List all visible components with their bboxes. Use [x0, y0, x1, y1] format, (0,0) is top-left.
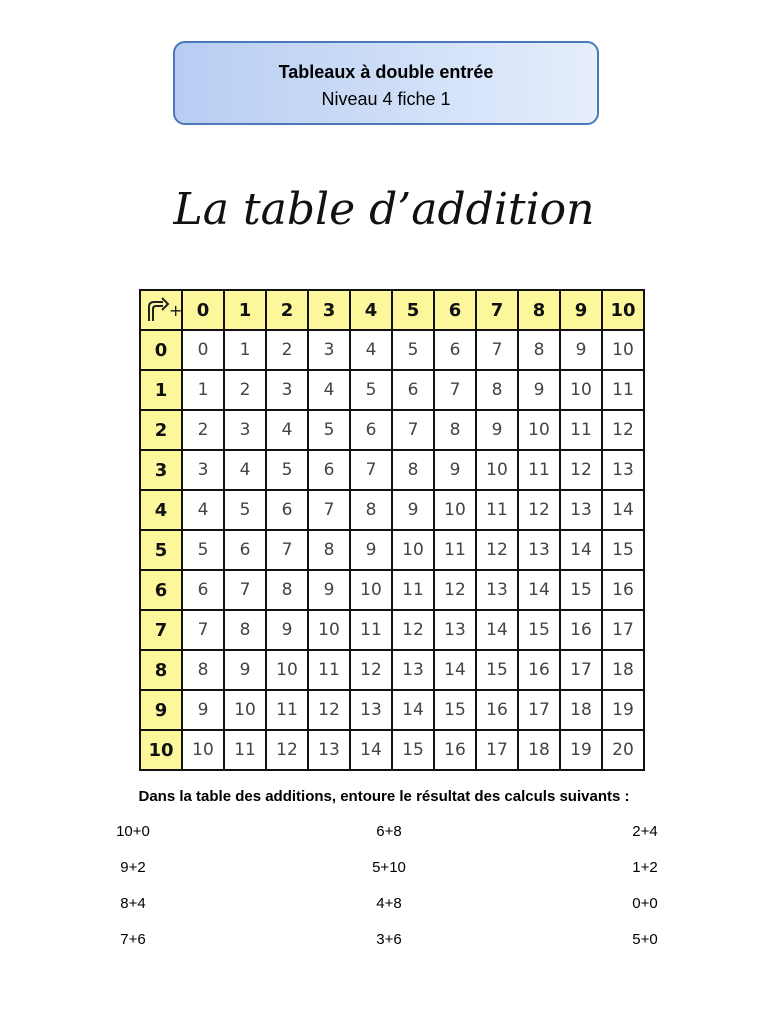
sum-cell[interactable]: 8 [350, 490, 392, 530]
row-header: 1 [140, 370, 182, 410]
sum-cell[interactable]: 11 [518, 450, 560, 490]
sum-cell[interactable]: 2 [266, 330, 308, 370]
sum-cell[interactable]: 6 [308, 450, 350, 490]
calculation-item: 8+4 [120, 895, 146, 912]
sum-cell[interactable]: 12 [518, 490, 560, 530]
sum-cell[interactable]: 5 [182, 530, 224, 570]
sum-cell[interactable]: 5 [350, 370, 392, 410]
column-header: 1 [224, 290, 266, 330]
sum-cell[interactable]: 15 [476, 650, 518, 690]
sum-cell[interactable]: 12 [350, 650, 392, 690]
sum-cell[interactable]: 7 [392, 410, 434, 450]
column-header: 3 [308, 290, 350, 330]
sum-cell[interactable]: 9 [266, 610, 308, 650]
sum-cell[interactable]: 6 [392, 370, 434, 410]
row-header: 9 [140, 690, 182, 730]
sum-cell[interactable]: 8 [476, 370, 518, 410]
sum-cell[interactable]: 16 [560, 610, 602, 650]
sum-cell[interactable]: 2 [182, 410, 224, 450]
sum-cell[interactable]: 15 [392, 730, 434, 770]
instruction-text: Dans la table des additions, entoure le résultat des calculs suivants : [138, 788, 630, 805]
sum-cell[interactable]: 8 [434, 410, 476, 450]
page-title: La table d’addition [173, 184, 595, 235]
sum-cell[interactable]: 17 [518, 690, 560, 730]
row-header: 4 [140, 490, 182, 530]
sum-cell[interactable]: 0 [182, 330, 224, 370]
sum-cell[interactable]: 11 [266, 690, 308, 730]
table-row [140, 490, 644, 530]
sum-cell[interactable]: 19 [602, 690, 644, 730]
sum-cell[interactable]: 18 [560, 690, 602, 730]
table-row [140, 530, 644, 570]
calculation-item: 1+2 [632, 859, 658, 876]
calculation-item: 4+8 [376, 895, 402, 912]
calculation-item: 2+4 [632, 823, 658, 840]
sum-cell[interactable]: 4 [350, 330, 392, 370]
sum-cell[interactable]: 7 [266, 530, 308, 570]
sum-cell[interactable]: 17 [560, 650, 602, 690]
sum-cell[interactable]: 4 [182, 490, 224, 530]
sum-cell[interactable]: 13 [392, 650, 434, 690]
sum-cell[interactable]: 8 [224, 610, 266, 650]
header-box [173, 41, 599, 125]
sum-cell[interactable]: 11 [560, 410, 602, 450]
sum-cell[interactable]: 16 [518, 650, 560, 690]
sum-cell[interactable]: 3 [224, 410, 266, 450]
sum-cell[interactable]: 11 [434, 530, 476, 570]
sum-cell[interactable]: 7 [182, 610, 224, 650]
sum-cell[interactable]: 12 [476, 530, 518, 570]
column-header: 7 [476, 290, 518, 330]
sum-cell[interactable]: 10 [602, 330, 644, 370]
sum-cell[interactable]: 10 [182, 730, 224, 770]
sum-cell[interactable]: 11 [392, 570, 434, 610]
table-row [140, 370, 644, 410]
sum-cell[interactable]: 9 [224, 650, 266, 690]
sum-cell[interactable]: 10 [266, 650, 308, 690]
calculation-item: 6+8 [376, 823, 402, 840]
calculation-item: 3+6 [376, 931, 402, 948]
sum-cell[interactable]: 12 [560, 450, 602, 490]
sum-cell[interactable]: 6 [224, 530, 266, 570]
calculation-item: 10+0 [116, 823, 150, 840]
sum-cell[interactable]: 19 [560, 730, 602, 770]
sum-cell[interactable]: 9 [518, 370, 560, 410]
sum-cell[interactable]: 4 [308, 370, 350, 410]
table-row [140, 410, 644, 450]
sum-cell[interactable]: 9 [392, 490, 434, 530]
sum-cell[interactable]: 13 [350, 690, 392, 730]
row-header: 7 [140, 610, 182, 650]
row-header: 6 [140, 570, 182, 610]
sum-cell[interactable]: 10 [350, 570, 392, 610]
sum-cell[interactable]: 11 [308, 650, 350, 690]
sum-cell[interactable]: 6 [434, 330, 476, 370]
column-header: 0 [182, 290, 224, 330]
worksheet-subtitle: Niveau 4 fiche 1 [321, 89, 451, 109]
sum-cell[interactable]: 8 [182, 650, 224, 690]
sum-cell[interactable]: 16 [476, 690, 518, 730]
sum-cell[interactable]: 10 [560, 370, 602, 410]
sum-cell[interactable]: 13 [602, 450, 644, 490]
sum-cell[interactable]: 14 [602, 490, 644, 530]
sum-cell[interactable]: 11 [476, 490, 518, 530]
sum-cell[interactable]: 13 [476, 570, 518, 610]
sum-cell[interactable]: 4 [224, 450, 266, 490]
row-header: 3 [140, 450, 182, 490]
sum-cell[interactable]: 9 [350, 530, 392, 570]
column-header: 5 [392, 290, 434, 330]
sum-cell[interactable]: 10 [476, 450, 518, 490]
sum-cell[interactable]: 5 [392, 330, 434, 370]
sum-cell[interactable]: 3 [266, 370, 308, 410]
sum-cell[interactable]: 10 [308, 610, 350, 650]
table-header-row [140, 290, 644, 330]
sum-cell[interactable]: 10 [518, 410, 560, 450]
sum-cell[interactable]: 10 [392, 530, 434, 570]
calculation-item: 5+0 [632, 931, 658, 948]
worksheet-title: Tableaux à double entrée [278, 62, 494, 82]
calculation-item: 7+6 [120, 931, 146, 948]
sum-cell[interactable]: 12 [308, 690, 350, 730]
row-header: 10 [140, 730, 182, 770]
sum-cell[interactable]: 1 [182, 370, 224, 410]
sum-cell[interactable]: 10 [224, 690, 266, 730]
sum-cell[interactable]: 6 [182, 570, 224, 610]
sum-cell[interactable]: 7 [434, 370, 476, 410]
sum-cell[interactable]: 9 [308, 570, 350, 610]
table-row [140, 690, 644, 730]
table-row [140, 730, 644, 770]
corner-plus-label: + [169, 301, 183, 320]
sum-cell[interactable]: 7 [476, 330, 518, 370]
sum-cell[interactable]: 9 [560, 330, 602, 370]
sum-cell[interactable]: 15 [434, 690, 476, 730]
sum-cell[interactable]: 10 [434, 490, 476, 530]
column-header: 9 [560, 290, 602, 330]
table-row [140, 450, 644, 490]
sum-cell[interactable]: 15 [602, 530, 644, 570]
sum-cell[interactable]: 12 [434, 570, 476, 610]
sum-cell[interactable]: 8 [308, 530, 350, 570]
table-row [140, 330, 644, 370]
sum-cell[interactable]: 1 [224, 330, 266, 370]
sum-cell[interactable]: 5 [224, 490, 266, 530]
row-header: 0 [140, 330, 182, 370]
sum-cell[interactable]: 17 [602, 610, 644, 650]
calculation-item: 0+0 [632, 895, 658, 912]
sum-cell[interactable]: 13 [560, 490, 602, 530]
sum-cell[interactable]: 17 [476, 730, 518, 770]
sum-cell[interactable]: 11 [602, 370, 644, 410]
sum-cell[interactable]: 13 [518, 530, 560, 570]
sum-cell[interactable]: 4 [266, 410, 308, 450]
sum-cell[interactable]: 11 [350, 610, 392, 650]
sum-cell[interactable]: 14 [392, 690, 434, 730]
sum-cell[interactable]: 16 [434, 730, 476, 770]
column-header: 10 [602, 290, 644, 330]
sum-cell[interactable]: 14 [560, 530, 602, 570]
sum-cell[interactable]: 5 [266, 450, 308, 490]
sum-cell[interactable]: 2 [224, 370, 266, 410]
sum-cell[interactable]: 8 [266, 570, 308, 610]
sum-cell[interactable]: 13 [434, 610, 476, 650]
column-header: 6 [434, 290, 476, 330]
sum-cell[interactable]: 18 [518, 730, 560, 770]
sum-cell[interactable]: 8 [518, 330, 560, 370]
sum-cell[interactable]: 9 [476, 410, 518, 450]
sum-cell[interactable]: 6 [266, 490, 308, 530]
sum-cell[interactable]: 9 [434, 450, 476, 490]
row-header: 2 [140, 410, 182, 450]
sum-cell[interactable]: 14 [350, 730, 392, 770]
sum-cell[interactable]: 14 [476, 610, 518, 650]
sum-cell[interactable]: 14 [434, 650, 476, 690]
calculation-item: 9+2 [120, 859, 146, 876]
sum-cell[interactable]: 3 [308, 330, 350, 370]
sum-cell[interactable]: 12 [392, 610, 434, 650]
sum-cell[interactable]: 18 [602, 650, 644, 690]
calculation-item: 5+10 [372, 859, 406, 876]
table-row [140, 570, 644, 610]
corner-arrow-plus-icon [140, 290, 182, 330]
sum-cell[interactable]: 9 [182, 690, 224, 730]
sum-cell[interactable]: 16 [602, 570, 644, 610]
sum-cell[interactable]: 7 [308, 490, 350, 530]
sum-cell[interactable]: 13 [308, 730, 350, 770]
sum-cell[interactable]: 8 [392, 450, 434, 490]
sum-cell[interactable]: 15 [560, 570, 602, 610]
column-header: 2 [266, 290, 308, 330]
sum-cell[interactable]: 7 [224, 570, 266, 610]
sum-cell[interactable]: 20 [602, 730, 644, 770]
sum-cell[interactable]: 5 [308, 410, 350, 450]
row-header: 8 [140, 650, 182, 690]
sum-cell[interactable]: 7 [350, 450, 392, 490]
column-header: 8 [518, 290, 560, 330]
sum-cell[interactable]: 14 [518, 570, 560, 610]
column-header: 4 [350, 290, 392, 330]
row-header: 5 [140, 530, 182, 570]
sum-cell[interactable]: 11 [224, 730, 266, 770]
sum-cell[interactable]: 15 [518, 610, 560, 650]
addition-table [139, 289, 645, 771]
sum-cell[interactable]: 3 [182, 450, 224, 490]
sum-cell[interactable]: 12 [266, 730, 308, 770]
sum-cell[interactable]: 6 [350, 410, 392, 450]
table-row [140, 650, 644, 690]
sum-cell[interactable]: 12 [602, 410, 644, 450]
table-row [140, 610, 644, 650]
